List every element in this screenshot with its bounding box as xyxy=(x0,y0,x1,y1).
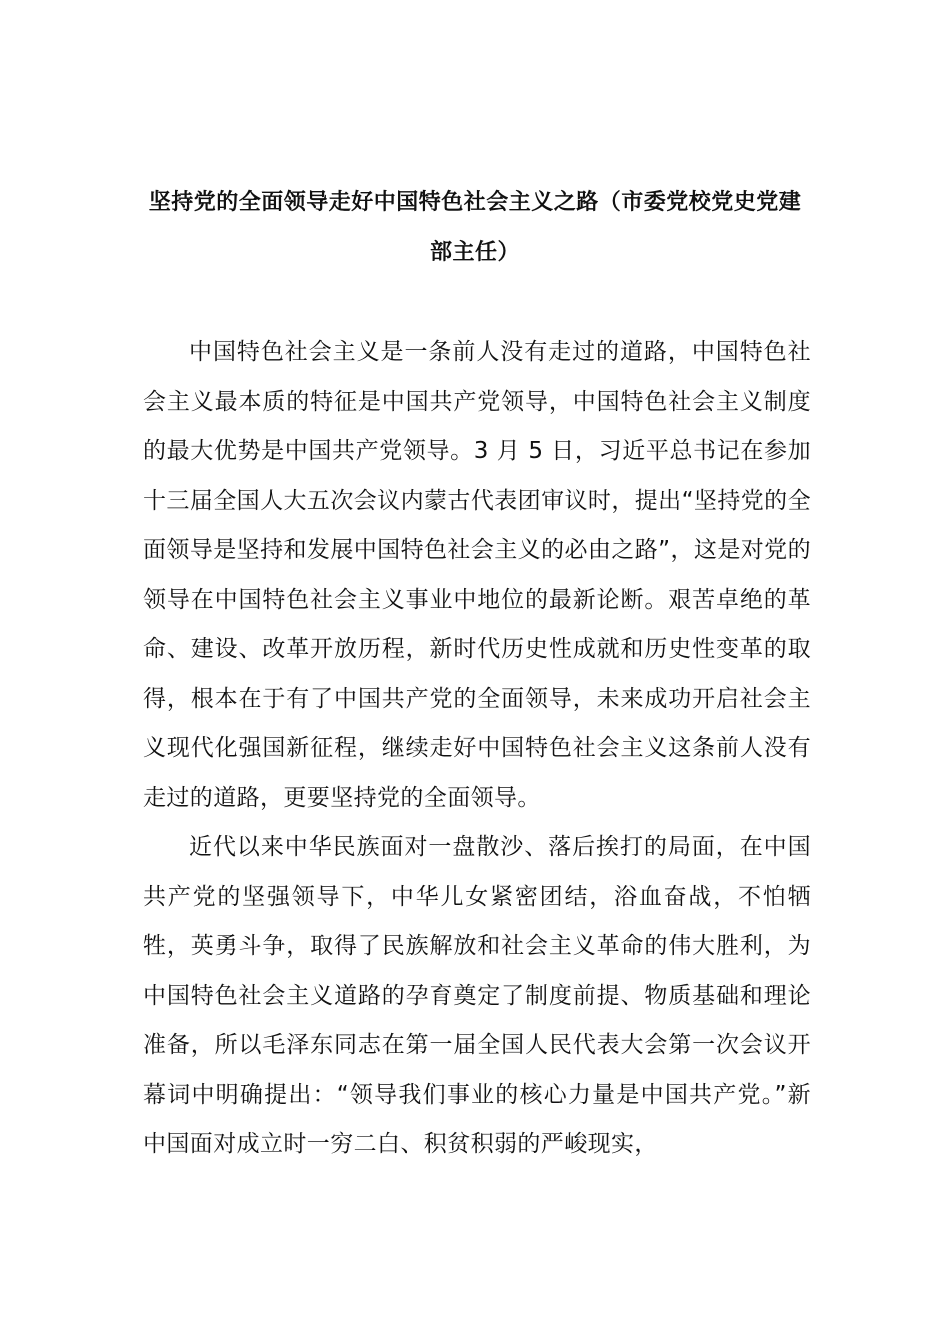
document-title: 坚持党的全面领导走好中国特色社会主义之路（市委党校党史党建部主任） xyxy=(148,190,802,265)
document-body xyxy=(143,328,811,1170)
paragraph: 中国特色社会主义是一条前人没有走过的道路，中国特色社会主义最本质的特征是中国共产党领导，中国特色社会主义制度的最大优势是中国共产党领导。3 月 5 日，习近平总书记在参加十三届全国人大五次会议内蒙古代表团审议时，提出“坚持党的全面领导是坚持和发展中国特色社会主义的必由之路”，这是对党的领导在中国特色社会主义事业中地位的最新论断。艰苦卓绝的革命、建设、改革开放历程，新时代历史性成就和历史性变革的取得，根本在于有了中国共产党的全面领导，未来成功开启社会主义现代化强国新征程，继续走好中国特色社会主义这条前人没有走过的道路，更要坚持党的全面领导。 xyxy=(143,339,811,811)
paragraph: 近代以来中华民族面对一盘散沙、落后挨打的局面，在中国共产党的坚强领导下，中华儿女紧密团结，浴血奋战，不怕牺牲，英勇斗争，取得了民族解放和社会主义革命的伟大胜利，为中国特色社会主义道路的孕育奠定了制度前提、物质基础和理论准备，所以毛泽东同志在第一届全国人民代表大会第一次会议开幕词中明确提出：“领导我们事业的核心力量是中国共产党。”新中国面对成立时一穷二白、积贫积弱的严峻现实， xyxy=(143,834,811,1157)
